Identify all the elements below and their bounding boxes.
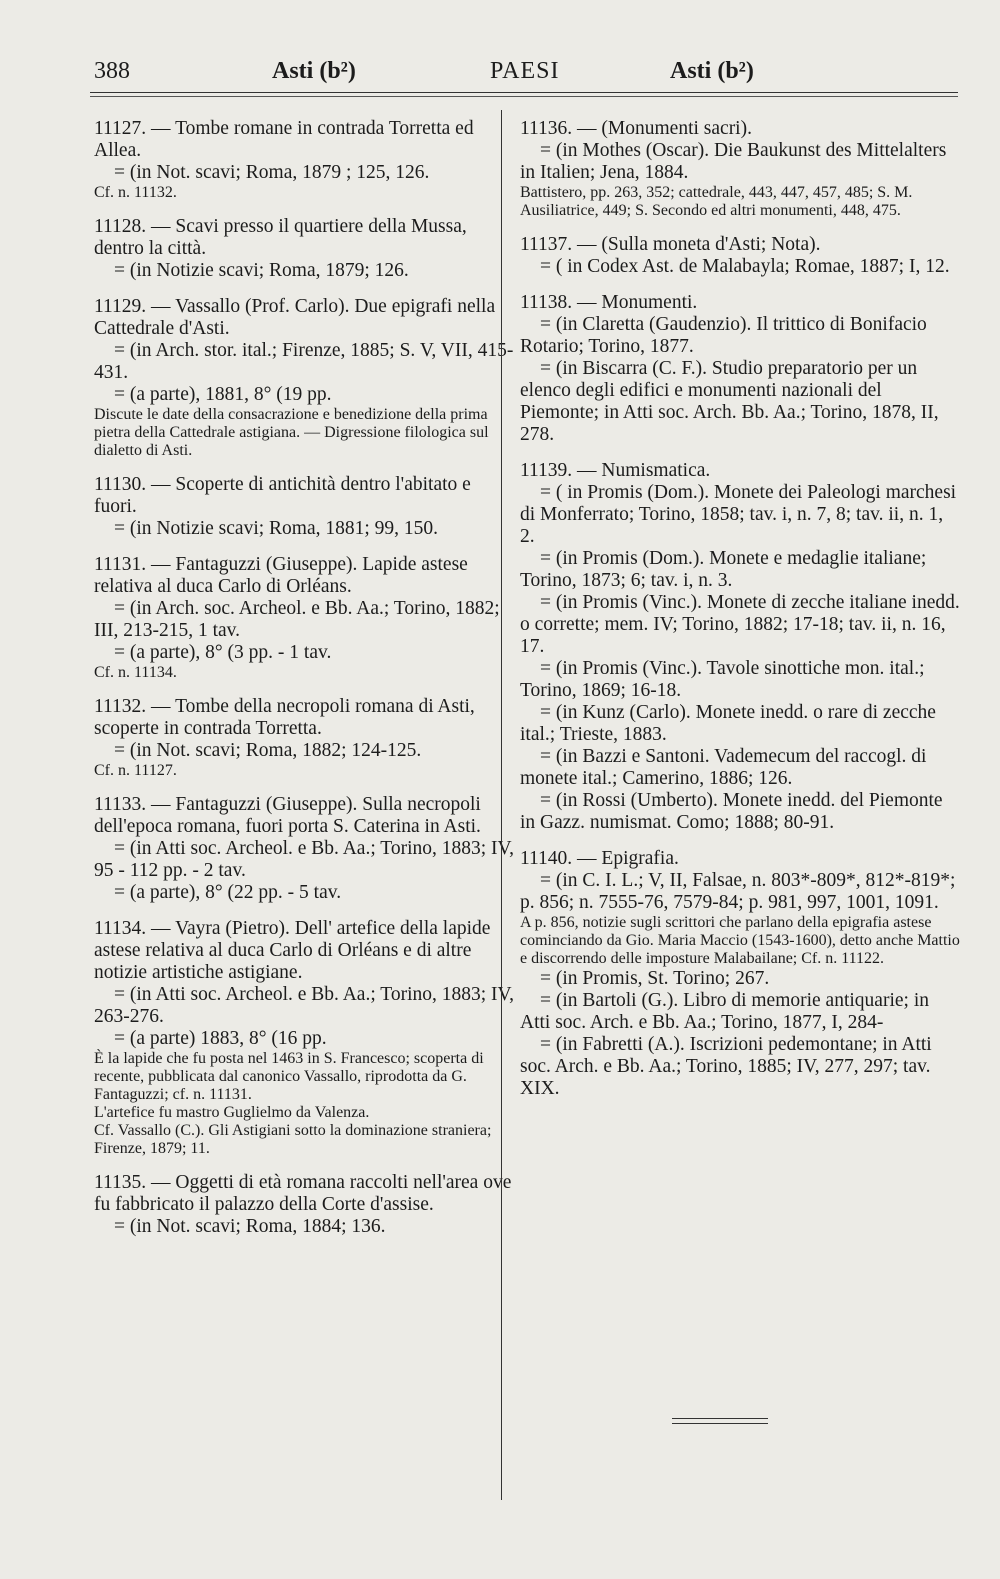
entry-reference: = (in Bazzi e Santoni. Vademecum del raccogl. di monete ital.; Camerino, 1886; 126. [520, 746, 927, 789]
entry-reference: = (in Kunz (Carlo). Monete inedd. o rare di zecche ital.; Trieste, 1883. [520, 702, 936, 745]
entry-note: È la lapide che fu posta nel 1463 in S. Francesco; scoperta di recente, pubblicata dal canonico Vassallo, riprodotta da G. Fantaguzzi; cf. n. 11131. [94, 1050, 484, 1103]
entry-heading: 11129. — Vassallo (Prof. Carlo). Due epigrafi nella Cattedrale d'Asti. [94, 296, 496, 339]
right-running-title: Asti (b²) [670, 58, 754, 84]
end-rule [672, 1418, 768, 1419]
entry-reference: = (in Not. scavi; Roma, 1879 ; 125, 126. [114, 162, 430, 183]
entry-reference: = (in Promis (Vinc.). Monete di zecche italiane inedd. o corrette; mem. IV; Torino, 1882; 17-18; tav. ii, n. 16, 17. [520, 592, 960, 657]
entry-reference: = (in Promis (Vinc.). Tavole sinottiche mon. ital.; Torino, 1869; 16-18. [520, 658, 925, 701]
entry-note: Cf. Vassallo (C.). Gli Astigiani sotto la dominazione straniera; Firenze, 1879; 11. [94, 1122, 492, 1157]
entry-note: Cf. n. 11132. [94, 184, 177, 201]
entry-note: Discute le date della consacrazione e benedizione della prima pietra della Cattedrale astigiana. — Digressione filologica sul dialetto di Asti. [94, 406, 489, 459]
entry-11138 [520, 292, 960, 446]
entry-reference: = (in C. I. L.; V, II, Falsae, n. 803*-809*, 812*-819*; p. 856; n. 7555-76, 7579-84; p. 981, 997, 1001, 1091. [520, 870, 956, 913]
center-running-title: PAESI [490, 58, 560, 84]
entry-reference: = (in Claretta (Gaudenzio). Il trittico di Bonifacio Rotario; Torino, 1877. [520, 314, 927, 357]
entry-11140 [520, 848, 960, 1100]
entry-heading: 11131. — Fantaguzzi (Giuseppe). Lapide astese relativa al duca Carlo di Orléans. [94, 554, 468, 597]
entry-reference: = (in Notizie scavi; Roma, 1879; 126. [114, 260, 409, 281]
entry-reference: = (in Notizie scavi; Roma, 1881; 99, 150. [114, 518, 439, 539]
entry-reference: = (in Arch. stor. ital.; Firenze, 1885; S. V, VII, 415-431. [94, 340, 514, 383]
end-rule-thin [672, 1423, 768, 1424]
entry-11127 [94, 118, 514, 202]
entry-reference: = (in Mothes (Oscar). Die Baukunst des Mittelalters in Italien; Jena, 1884. [520, 140, 947, 183]
page-number: 388 [94, 58, 130, 84]
entry-11136 [520, 118, 960, 220]
left-running-title: Asti (b²) [272, 58, 356, 84]
entry-heading: 11140. — Epigrafia. [520, 848, 679, 869]
column-divider [501, 110, 502, 1500]
entry-heading: 11139. — Numismatica. [520, 460, 711, 481]
entry-11134 [94, 918, 514, 1158]
entry-reference: = (in Not. scavi; Roma, 1882; 124-125. [114, 740, 422, 761]
entry-heading: 11128. — Scavi presso il quartiere della Mussa, dentro la città. [94, 216, 467, 259]
entry-11131 [94, 554, 514, 682]
entry-reference: = (in Biscarra (C. F.). Studio preparatorio per un elenco degli edifici e monumenti nazionali del Piemonte; in Atti soc. Arch. Bb. Aa.; Torino, 1878, II, 278. [520, 358, 939, 445]
entry-reference: = (in Not. scavi; Roma, 1884; 136. [114, 1216, 386, 1237]
entry-heading: 11135. — Oggetti di età romana raccolti nell'area ove fu fabbricato il palazzo della Corte d'assise. [94, 1172, 512, 1215]
header-rule [90, 92, 958, 93]
entry-reference: = (in Promis, St. Torino; 267. [540, 968, 770, 989]
entry-reference: = (in Promis (Dom.). Monete e medaglie italiane; Torino, 1873; 6; tav. i, n. 3. [520, 548, 927, 591]
entry-heading: 11130. — Scoperte di antichità dentro l'abitato e fuori. [94, 474, 471, 517]
entry-heading: 11133. — Fantaguzzi (Giuseppe). Sulla necropoli dell'epoca romana, fuori porta S. Caterina in Asti. [94, 794, 481, 837]
entry-heading: 11136. — (Monumenti sacri). [520, 118, 752, 139]
entry-reference: = (in Bartoli (G.). Libro di memorie antiquarie; in Atti soc. Arch. e Bb. Aa.; Torino, 1877, I, 284- [520, 990, 929, 1033]
entry-note: A p. 856, notizie sugli scrittori che parlano della epigrafia astese cominciando da Gio. Maria Maccio (1543-1600), detto anche Mattio e discorrendo delle imposture Malabailane; Cf. n. 11122. [520, 914, 960, 967]
entry-reference: = (in Fabretti (A.). Iscrizioni pedemontane; in Atti soc. Arch. e Bb. Aa.; Torino, 1885; IV, 277, 297; tav. XIX. [520, 1034, 932, 1099]
entry-note: Cf. n. 11127. [94, 762, 177, 779]
entry-11132 [94, 696, 514, 780]
entry-reference: = (a parte) 1883, 8° (16 pp. [114, 1028, 327, 1049]
entry-reference: = (in Arch. soc. Archeol. e Bb. Aa.; Torino, 1882; III, 213-215, 1 tav. [94, 598, 500, 641]
entry-11137 [520, 234, 960, 278]
entry-note: Cf. n. 11134. [94, 664, 177, 681]
entry-11139 [520, 460, 960, 834]
entry-11128 [94, 216, 514, 282]
entry-reference: = (in Atti soc. Archeol. e Bb. Aa.; Torino, 1883; IV, 95 - 112 pp. - 2 tav. [94, 838, 514, 881]
entry-heading: 11134. — Vayra (Pietro). Dell' artefice della lapide astese relativa al duca Carlo di Orléans e di altre notizie artistiche astigiane. [94, 918, 491, 983]
left-column [94, 118, 514, 1252]
entry-11135 [94, 1172, 514, 1238]
entry-reference: = (a parte), 8° (3 pp. - 1 tav. [114, 642, 332, 663]
entry-reference: = ( in Codex Ast. de Malabayla; Romae, 1887; I, 12. [540, 256, 950, 277]
entry-note: Battistero, pp. 263, 352; cattedrale, 443, 447, 457, 485; S. M. Ausiliatrice, 449; S. Secondo ed altri monumenti, 448, 475. [520, 184, 913, 219]
page-header [90, 50, 958, 92]
entry-reference: = ( in Promis (Dom.). Monete dei Paleologi marchesi di Monferrato; Torino, 1858; tav. i, n. 7, 8; tav. ii, n. 1, 2. [520, 482, 957, 547]
entry-heading: 11138. — Monumenti. [520, 292, 698, 313]
entry-reference: = (in Rossi (Umberto). Monete inedd. del Piemonte in Gazz. numismat. Como; 1888; 80-91. [520, 790, 943, 833]
entry-reference: = (in Atti soc. Archeol. e Bb. Aa.; Torino, 1883; IV, 263-276. [94, 984, 514, 1027]
right-column [520, 118, 960, 1114]
entry-reference: = (a parte), 1881, 8° (19 pp. [114, 384, 332, 405]
entry-heading: 11127. — Tombe romane in contrada Torretta ed Allea. [94, 118, 474, 161]
header-rule-thin [90, 96, 958, 97]
entry-heading: 11132. — Tombe della necropoli romana di Asti, scoperte in contrada Torretta. [94, 696, 475, 739]
entry-11130 [94, 474, 514, 540]
entry-11133 [94, 794, 514, 904]
entry-reference: = (a parte), 8° (22 pp. - 5 tav. [114, 882, 342, 903]
entry-heading: 11137. — (Sulla moneta d'Asti; Nota). [520, 234, 821, 255]
entry-note: L'artefice fu mastro Guglielmo da Valenza. [94, 1104, 370, 1121]
entry-11129 [94, 296, 514, 460]
